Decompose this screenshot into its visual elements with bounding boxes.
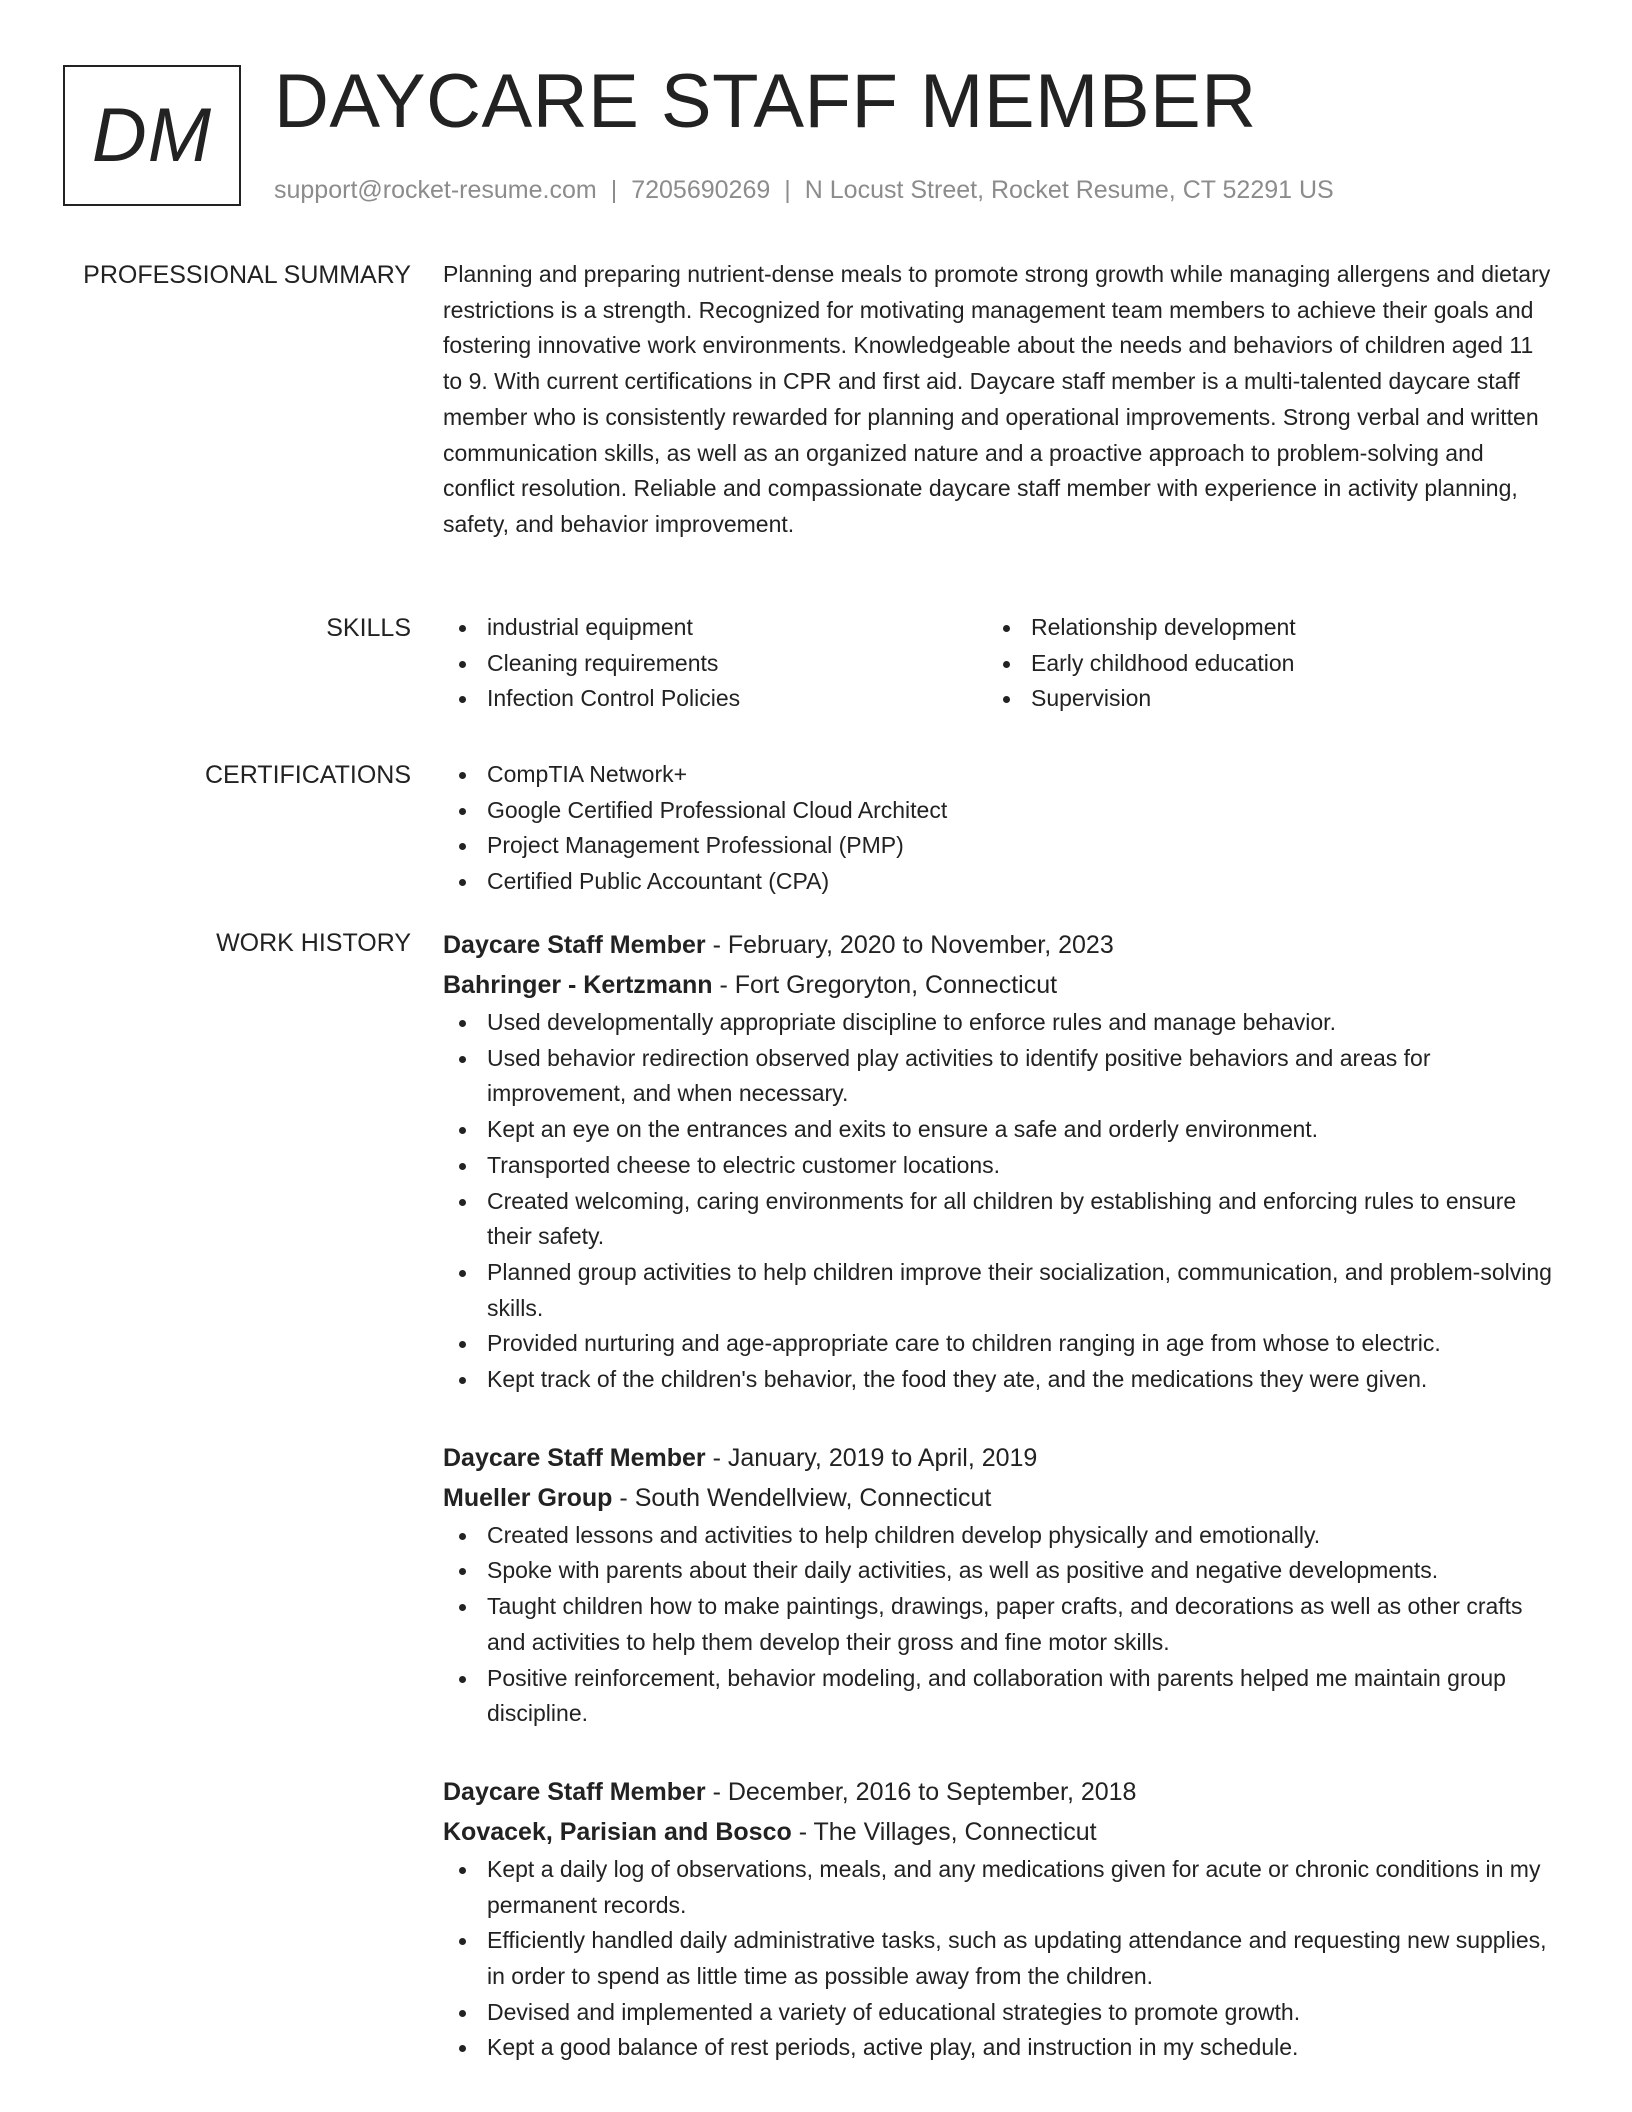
- duty-item: Created welcoming, caring environments for all children by establishing and enforcing rules to ensure their safety.: [443, 1184, 1555, 1255]
- job-location: - The Villages, Connecticut: [798, 1817, 1097, 1846]
- summary-text: Planning and preparing nutrient-dense meals to promote strong growth while managing allergens and dietary restrictions is a strength. Recognized for motivating management team members to achieve their goals and fostering innovative work environments. Knowledgeable about the needs and behaviors of children aged 11 to 9. With current certifications in CPR and first aid. Daycare staff member is a multi-talented daycare staff member who is consistently rewarded for planning and operational improvements. Strong verbal and written communication skills, as well as an organized nature and a proactive approach to problem-solving and conflict resolution. Reliable and compassionate daycare staff member with experience in activity planning, safety, and behavior improvement.: [443, 261, 1551, 537]
- job-company: Kovacek, Parisian and Bosco: [443, 1817, 792, 1846]
- job-title: Daycare Staff Member: [443, 1443, 706, 1472]
- phone-text: 7205690269: [631, 176, 771, 204]
- contact-separator: |: [784, 176, 791, 204]
- duty-item: Spoke with parents about their daily activities, as well as positive and negative developments.: [443, 1553, 1555, 1589]
- contact-line: [274, 173, 1334, 207]
- job-duties-list: [443, 1518, 1555, 1732]
- skill-item: industrial equipment: [443, 610, 987, 646]
- duty-item: Devised and implemented a variety of educational strategies to promote growth.: [443, 1995, 1555, 2031]
- job-company: Bahringer - Kertzmann: [443, 971, 713, 999]
- job-dates: - February, 2020 to November, 2023: [712, 931, 1114, 959]
- section-label-summary: PROFESSIONAL SUMMARY: [83, 261, 411, 289]
- duty-item: Kept a good balance of rest periods, active play, and instruction in my schedule.: [443, 2030, 1555, 2066]
- duty-item: Kept a daily log of observations, meals, and any medications given for acute or chronic conditions in my permanent records.: [443, 1852, 1555, 1923]
- section-label-certifications: CERTIFICATIONS: [204, 761, 411, 789]
- job-location: - South Wendellview, Connecticut: [619, 1483, 992, 1512]
- duty-item: Provided nurturing and age-appropriate care to children ranging in age from whose to electric.: [443, 1326, 1555, 1362]
- certification-item: CompTIA Network+: [443, 757, 1555, 793]
- job-dates: - January, 2019 to April, 2019: [712, 1443, 1038, 1472]
- skill-item: Infection Control Policies: [443, 681, 987, 717]
- job-duties-list: [443, 1852, 1555, 2066]
- skill-item: Supervision: [987, 681, 1531, 717]
- job-company: Mueller Group: [443, 1483, 613, 1512]
- job-title: Daycare Staff Member: [443, 931, 706, 959]
- certification-item: Project Management Professional (PMP): [443, 828, 1555, 864]
- duty-item: Kept track of the children's behavior, the food they ate, and the medications they were given.: [443, 1362, 1555, 1398]
- job-title-line: [443, 1772, 1555, 1812]
- skills-list-right: [987, 610, 1531, 717]
- duty-item: Positive reinforcement, behavior modeling, and collaboration with parents helped me maintain group discipline.: [443, 1661, 1555, 1732]
- skills-list-left: [443, 610, 987, 717]
- address-text: N Locust Street, Rocket Resume, CT 52291 US: [804, 176, 1334, 204]
- duty-item: Used behavior redirection observed play activities to identify positive behaviors and areas for improvement, and when necessary.: [443, 1041, 1555, 1112]
- job-company-line: [443, 965, 1555, 1005]
- contact-separator: |: [610, 176, 618, 204]
- duty-item: Transported cheese to electric customer locations.: [443, 1148, 1555, 1184]
- job-location: - Fort Gregoryton, Connecticut: [719, 971, 1058, 999]
- section-label-skills: SKILLS: [326, 614, 411, 642]
- job-entry: [443, 1772, 1555, 2066]
- initials-monogram: DM: [63, 65, 241, 206]
- candidate-title: DAYCARE STAFF MEMBER: [274, 59, 1257, 144]
- duty-item: Planned group activities to help children improve their socialization, communication, and problem-solving skills.: [443, 1255, 1555, 1326]
- duty-item: Kept an eye on the entrances and exits to ensure a safe and orderly environment.: [443, 1112, 1555, 1148]
- job-title-line: [443, 925, 1555, 965]
- duty-item: Taught children how to make paintings, drawings, paper crafts, and decorations as well as other crafts and activities to help them develop their gross and fine motor skills.: [443, 1589, 1555, 1660]
- job-dates: - December, 2016 to September, 2018: [712, 1777, 1137, 1806]
- duty-item: Created lessons and activities to help children develop physically and emotionally.: [443, 1518, 1555, 1554]
- job-title-line: [443, 1438, 1555, 1478]
- job-entry: [443, 925, 1555, 1398]
- email-text: support@rocket-resume.com: [274, 176, 597, 204]
- duty-item: Efficiently handled daily administrative tasks, such as updating attendance and requesting new supplies, in order to spend as little time as possible away from the children.: [443, 1923, 1555, 1994]
- certifications-list: [443, 757, 1555, 900]
- job-company-line: [443, 1812, 1555, 1852]
- certification-item: Google Certified Professional Cloud Architect: [443, 793, 1555, 829]
- skill-item: Relationship development: [987, 610, 1531, 646]
- job-company-line: [443, 1478, 1555, 1518]
- section-label-work-history: WORK HISTORY: [216, 929, 411, 957]
- skill-item: Cleaning requirements: [443, 646, 987, 682]
- job-title: Daycare Staff Member: [443, 1777, 706, 1806]
- skill-item: Early childhood education: [987, 646, 1531, 682]
- duty-item: Used developmentally appropriate discipline to enforce rules and manage behavior.: [443, 1005, 1555, 1041]
- job-duties-list: [443, 1005, 1555, 1398]
- certification-item: Certified Public Accountant (CPA): [443, 864, 1555, 900]
- job-entry: [443, 1438, 1555, 1732]
